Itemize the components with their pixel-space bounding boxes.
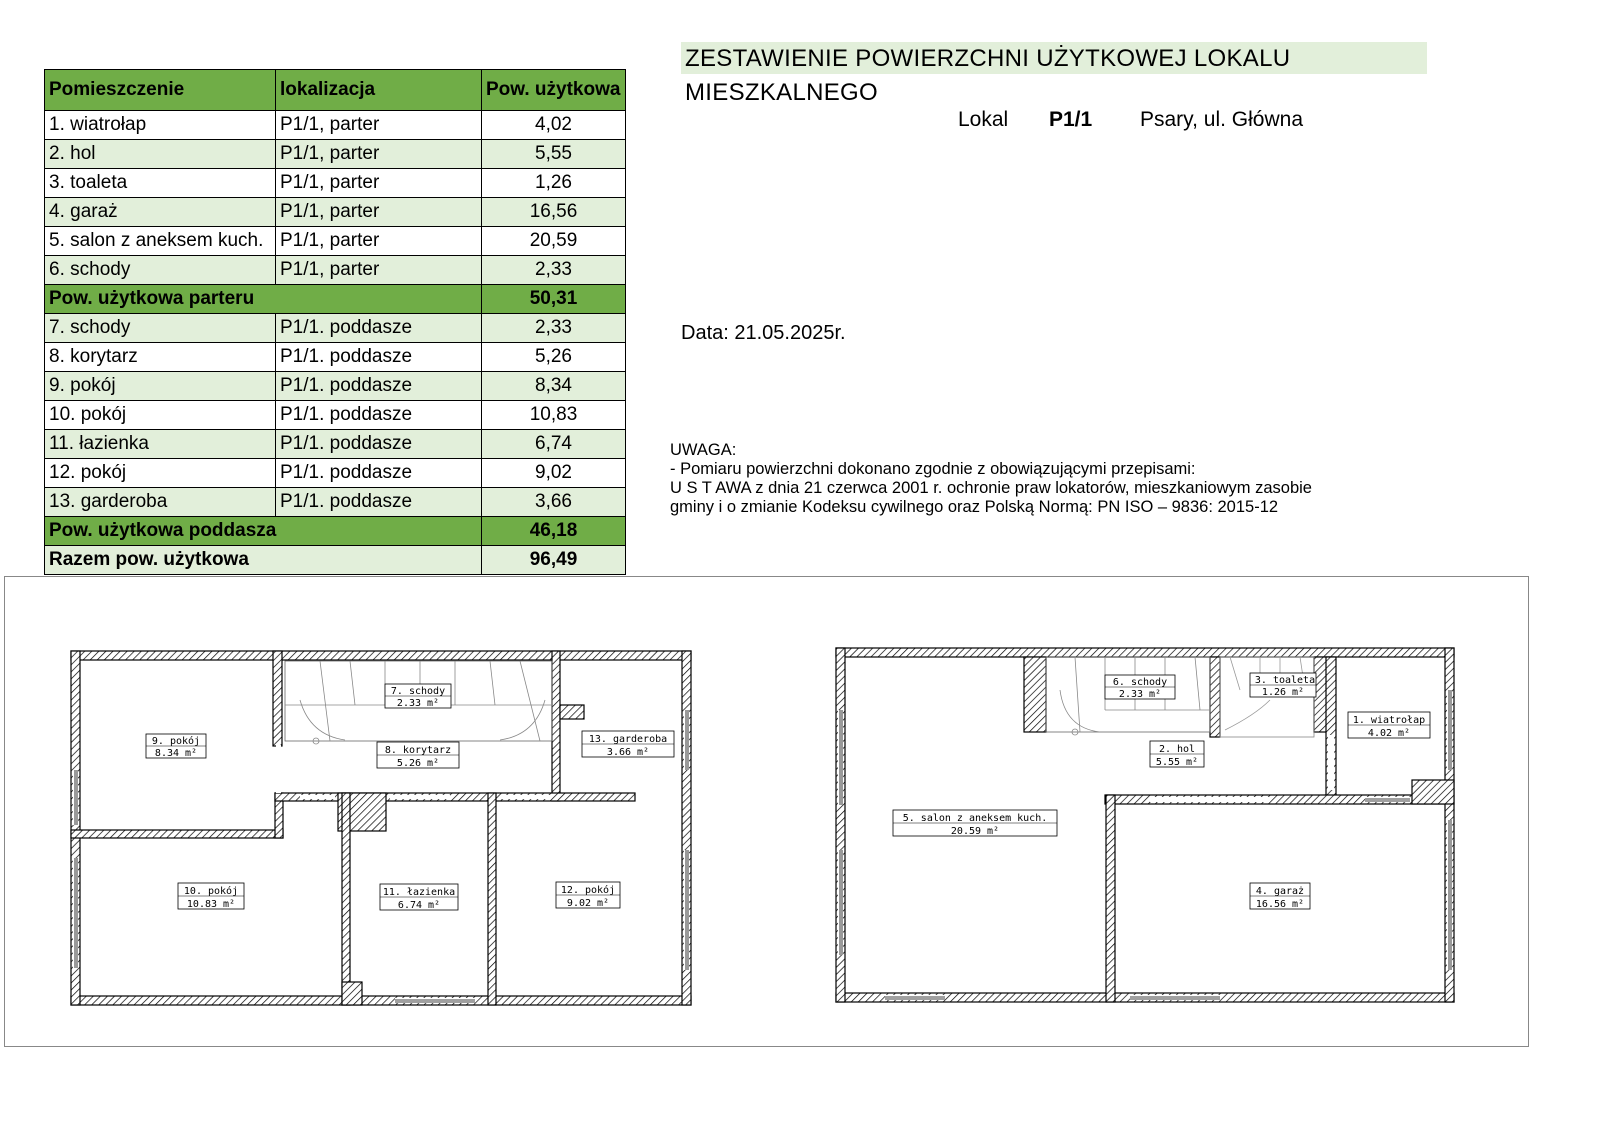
cell-location: P1/1. poddasze: [276, 401, 482, 430]
room-name: 7. schody: [390, 686, 446, 697]
cell-location: P1/1, parter: [276, 227, 482, 256]
attic-floor-plan: [71, 651, 691, 1005]
cell-area: 5,26: [482, 343, 626, 372]
cell-location: P1/1. poddasze: [276, 372, 482, 401]
lokal-label: Lokal: [958, 108, 1009, 131]
subtotal-label: Pow. użytkowa poddasza: [45, 517, 482, 546]
room-name: 12. pokój: [560, 885, 616, 896]
cell-room: 5. salon z aneksem kuch.: [45, 227, 276, 256]
room-label-3: [1250, 673, 1316, 698]
cell-area: 4,02: [482, 111, 626, 140]
col-header-location: lokalizacja: [276, 70, 482, 111]
room-name: 11. łazienka: [382, 887, 456, 898]
col-header-room: Pomieszczenie: [45, 70, 276, 111]
cell-room: 9. pokój: [45, 372, 276, 401]
room-name: 13. garderoba: [588, 734, 668, 745]
cell-room: 10. pokój: [45, 401, 276, 430]
room-label-13: [582, 731, 674, 758]
cell-area: 5,55: [482, 140, 626, 169]
room-name: 4. garaż: [1255, 886, 1305, 897]
ground-room-labels: [893, 673, 1430, 910]
cell-room: 3. toaleta: [45, 169, 276, 198]
room-label-10: [178, 883, 244, 910]
cell-location: P1/1, parter: [276, 256, 482, 285]
room-name: 8. korytarz: [384, 745, 452, 756]
room-label-5: [893, 810, 1057, 837]
room-label-12: [556, 882, 620, 909]
cell-location: P1/1. poddasze: [276, 343, 482, 372]
cell-room: 1. wiatrołap: [45, 111, 276, 140]
total-value: 96,49: [482, 546, 626, 575]
cell-room: 8. korytarz: [45, 343, 276, 372]
room-name: 6. schody: [1112, 677, 1168, 688]
cell-location: P1/1, parter: [276, 111, 482, 140]
col-header-area: Pow. użytkowa: [482, 70, 626, 111]
subtotal-value: 46,18: [482, 517, 626, 546]
subtotal-value: 50,31: [482, 285, 626, 314]
measurement-date: Data: 21.05.2025r.: [681, 322, 846, 344]
cell-location: P1/1. poddasze: [276, 459, 482, 488]
cell-location: P1/1, parter: [276, 198, 482, 227]
room-label-1: [1348, 712, 1430, 739]
cell-area: 6,74: [482, 430, 626, 459]
room-area: 5.26 m²: [396, 758, 440, 769]
cell-area: 3,66: [482, 488, 626, 517]
document-title: ZESTAWIENIE POWIERZCHNI UŻYTKOWEJ LOKALU MIESZKALNEGO: [681, 42, 1427, 74]
cell-location: P1/1, parter: [276, 169, 482, 198]
room-name: 10. pokój: [183, 886, 239, 897]
room-area: 16.56 m²: [1255, 899, 1305, 910]
cell-area: 16,56: [482, 198, 626, 227]
cell-area: 10,83: [482, 401, 626, 430]
room-label-4: [1250, 883, 1310, 910]
cell-room: 7. schody: [45, 314, 276, 343]
room-label-2: [1150, 741, 1204, 768]
cell-area: 8,34: [482, 372, 626, 401]
cell-area: 9,02: [482, 459, 626, 488]
note-line: gminy i o zmianie Kodeksu cywilnego oraz Polską Normą: PN ISO – 9836: 2015-12: [670, 498, 1279, 516]
cell-room: 6. schody: [45, 256, 276, 285]
cell-room: 12. pokój: [45, 459, 276, 488]
room-area: 8.34 m²: [154, 748, 198, 759]
cell-location: P1/1. poddasze: [276, 488, 482, 517]
room-area: 10.83 m²: [186, 899, 236, 910]
note-line: U S T AWA z dnia 21 czerwca 2001 r. ochronie praw lokatorów, mieszkaniowym zasobie: [670, 479, 1312, 497]
cell-room: 13. garderoba: [45, 488, 276, 517]
note-line: - Pomiaru powierzchni dokonano zgodnie z obowiązującymi przepisami:: [670, 460, 1196, 478]
cell-location: P1/1. poddasze: [276, 430, 482, 459]
room-area: 2.33 m²: [1118, 689, 1162, 700]
cell-room: 2. hol: [45, 140, 276, 169]
room-label-6: [1105, 675, 1175, 700]
room-area: 4.02 m²: [1367, 728, 1411, 739]
room-name: 5. salon z aneksem kuch.: [902, 813, 1048, 824]
cell-area: 20,59: [482, 227, 626, 256]
room-name: 3. toaleta: [1254, 675, 1316, 686]
room-label-7: [385, 684, 451, 709]
room-area: 2.33 m²: [396, 698, 440, 709]
subtotal-label: Pow. użytkowa parteru: [45, 285, 482, 314]
room-area: 9.02 m²: [566, 898, 610, 909]
total-label: Razem pow. użytkowa: [45, 546, 482, 575]
cell-room: 11. łazienka: [45, 430, 276, 459]
room-name: 9. pokój: [151, 736, 201, 747]
room-area: 6.74 m²: [397, 900, 441, 911]
lokal-address: Psary, ul. Główna: [1140, 108, 1304, 131]
room-area: 1.26 m²: [1261, 687, 1305, 698]
room-area: 5.55 m²: [1155, 757, 1199, 768]
room-label-11: [380, 884, 458, 911]
note-heading: UWAGA:: [670, 441, 737, 459]
cell-room: 4. garaż: [45, 198, 276, 227]
cell-area: 2,33: [482, 314, 626, 343]
room-name: 2. hol: [1158, 744, 1196, 755]
room-area: 3.66 m²: [606, 747, 650, 758]
room-name: 1. wiatrołap: [1352, 715, 1426, 726]
room-area: 20.59 m²: [950, 826, 1000, 837]
cell-area: 2,33: [482, 256, 626, 285]
room-label-9: [146, 734, 206, 759]
cell-location: P1/1. poddasze: [276, 314, 482, 343]
cell-location: P1/1, parter: [276, 140, 482, 169]
cell-area: 1,26: [482, 169, 626, 198]
room-label-8: [377, 742, 459, 769]
lokal-code: P1/1: [1049, 108, 1093, 131]
